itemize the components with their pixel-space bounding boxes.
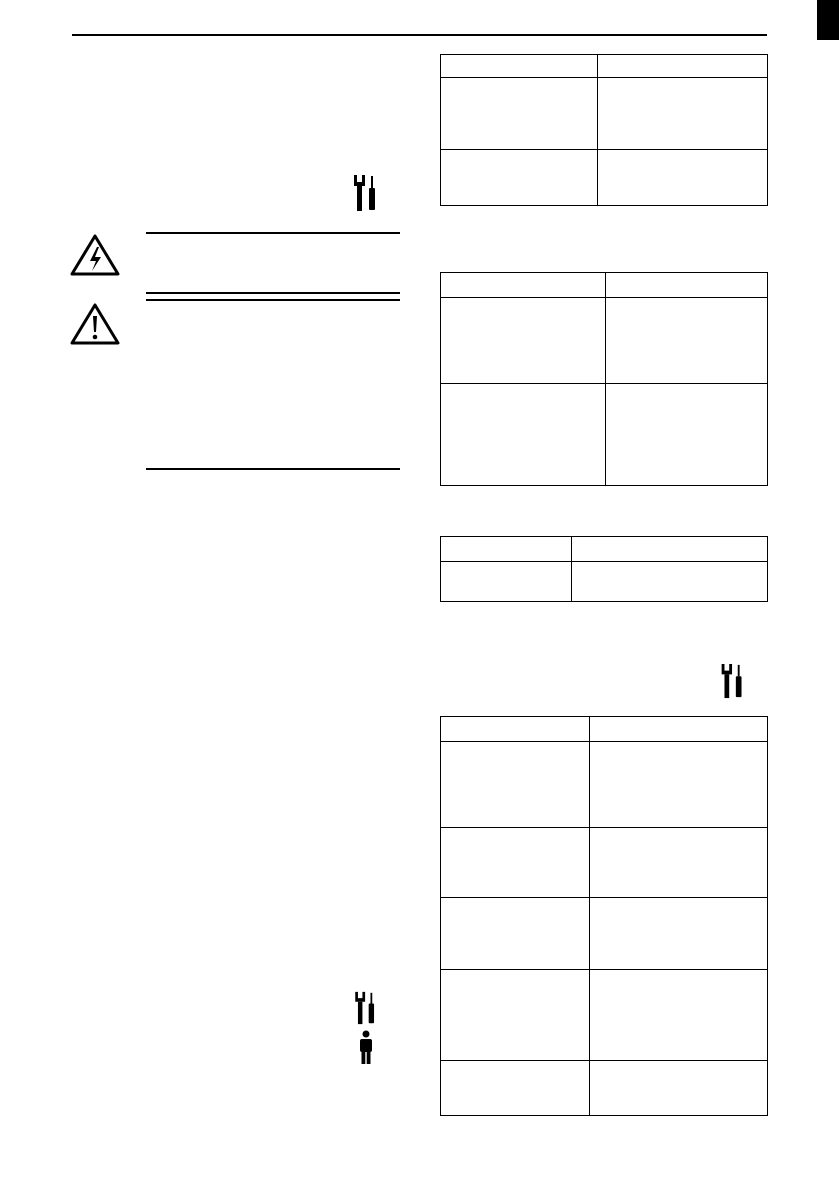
warning-2-bottom-rule: [146, 468, 400, 470]
table-4-row-border: [441, 1060, 767, 1061]
tools-icon: [353, 174, 379, 212]
table-3-column-divider: [571, 537, 572, 601]
table-2-column-divider: [605, 273, 606, 485]
electric-hazard-icon: [70, 234, 120, 276]
table-4: [440, 716, 768, 1116]
header-rule: [72, 34, 767, 36]
table-3: [440, 536, 768, 602]
table-4-row-border: [441, 827, 767, 828]
tools-icon: [720, 663, 746, 699]
table-2-row-border: [441, 383, 767, 384]
page-edge-tab: [817, 0, 839, 40]
table-4-row-border: [441, 897, 767, 898]
warning-1-bottom-rule: [146, 292, 400, 294]
warning-2-top-rule: [146, 299, 400, 301]
table-2: [440, 272, 768, 486]
table-3-header-row-border: [441, 561, 767, 562]
table-1-header-row-border: [441, 77, 767, 78]
table-4-row-border: [441, 969, 767, 970]
tools-icon: [354, 991, 378, 1025]
general-warning-icon: [70, 303, 120, 345]
person-icon: [358, 1030, 374, 1064]
table-2-header-row-border: [441, 297, 767, 298]
table-4-column-divider: [589, 717, 590, 1115]
table-4-header-row-border: [441, 741, 767, 742]
table-1-row-border: [441, 149, 767, 150]
table-1: [440, 54, 768, 206]
warning-1-top-rule: [146, 232, 400, 234]
